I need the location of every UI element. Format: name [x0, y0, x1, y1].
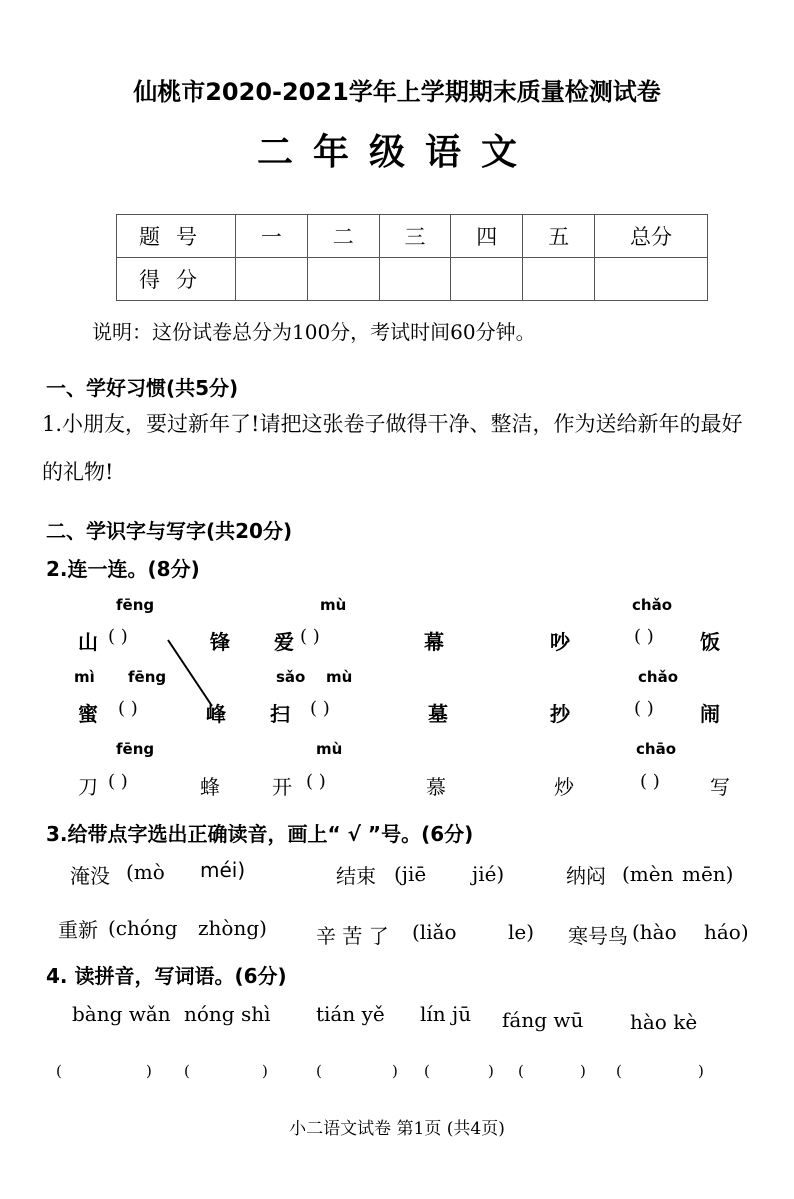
q2-blank[interactable]: ( ): [634, 626, 654, 647]
page-footer: 小二语文试卷 第1页 (共4页): [289, 1119, 505, 1139]
q2-char: 慕: [426, 775, 446, 799]
q4-blank-open[interactable]: (: [424, 1062, 430, 1080]
score-cell-label: 题号: [117, 215, 236, 258]
q3-option[interactable]: mēn): [682, 862, 734, 886]
q2-pinyin: mù: [316, 740, 343, 758]
q4-pinyin: hào kè: [630, 1010, 698, 1034]
q4-pinyin: bàng wǎn: [72, 1002, 171, 1026]
q2-pinyin: mù: [326, 668, 353, 686]
q2-char: 扫: [270, 702, 290, 726]
q2-blank[interactable]: ( ): [310, 698, 330, 719]
q3-option[interactable]: (chóng: [108, 916, 178, 940]
q2-blank[interactable]: ( ): [118, 698, 138, 719]
q4-blank-close: ): [392, 1062, 398, 1080]
q4-pinyin: lín jū: [420, 1002, 472, 1026]
q4-blank-close: ): [146, 1062, 152, 1080]
q2-blank[interactable]: ( ): [300, 626, 320, 647]
q3-option[interactable]: (jiē: [394, 862, 427, 886]
q4-pinyin: fáng wū: [502, 1008, 584, 1032]
q3-option[interactable]: jié): [472, 862, 505, 886]
score-cell-3: 三: [379, 215, 451, 258]
q2-char: 墓: [428, 702, 448, 726]
q2-blank[interactable]: ( ): [640, 771, 660, 792]
q2-char: 写: [710, 775, 730, 799]
score-cell-4: 四: [451, 215, 523, 258]
q2-pinyin: mù: [320, 596, 347, 614]
q2-pinyin: fēng: [128, 668, 167, 686]
q2-char: 炒: [554, 775, 574, 799]
q4-blank-close: ): [698, 1062, 704, 1080]
q2-char: 饭: [700, 630, 720, 654]
q4-pinyin: tián yě: [316, 1002, 385, 1026]
section1-heading: 一、学好习惯(共5分): [46, 376, 239, 400]
q3-word: 辛 苦 了: [316, 924, 389, 948]
q4-blank-close: ): [262, 1062, 268, 1080]
q3-heading: 3.给带点字选出正确读音，画上“ √ ”号。(6分): [46, 822, 474, 846]
q2-pinyin: chǎo: [632, 596, 672, 614]
q2-char: 蜜: [78, 702, 98, 726]
q2-char: 刀: [78, 775, 98, 799]
exam-note: 说明：这份试卷总分为100分，考试时间60分钟。: [92, 320, 536, 344]
q3-word: 重新: [58, 918, 98, 942]
q4-blank-open[interactable]: (: [316, 1062, 322, 1080]
example-connection-line: [168, 640, 212, 706]
q2-char: 蜂: [200, 775, 220, 799]
q2-pinyin: sǎo: [276, 668, 306, 686]
q3-option[interactable]: (mèn: [622, 862, 674, 886]
q3-option[interactable]: háo): [704, 920, 749, 944]
q2-char: 闹: [700, 702, 720, 726]
q3-word: 纳闷: [566, 864, 606, 888]
q4-blank-open[interactable]: (: [56, 1062, 62, 1080]
q3-option[interactable]: zhòng): [198, 916, 267, 940]
q4-blank-close: ): [488, 1062, 494, 1080]
q3-word: 结束: [336, 864, 376, 888]
q3-option[interactable]: (mò: [126, 860, 165, 884]
score-cell-5: 五: [523, 215, 595, 258]
q2-pinyin: chǎo: [638, 668, 678, 686]
q4-blank-open[interactable]: (: [616, 1062, 622, 1080]
q4-pinyin: nóng shì: [184, 1002, 271, 1026]
q3-option[interactable]: (hào: [632, 920, 677, 944]
q2-pinyin: mì: [74, 668, 95, 686]
exam-subtitle: 二年级语文: [256, 132, 537, 173]
q3-option[interactable]: (liǎo: [412, 920, 457, 944]
q2-blank[interactable]: ( ): [108, 771, 128, 792]
q2-char: 峰: [206, 702, 226, 726]
score-cell-total: 总分: [595, 215, 708, 258]
score-cell-2: 二: [307, 215, 379, 258]
section2-heading: 二、学识字与写字(共20分): [46, 519, 293, 543]
q4-blank-open[interactable]: (: [184, 1062, 190, 1080]
q2-char: 开: [272, 775, 292, 799]
score-cell-1: 一: [236, 215, 308, 258]
q2-blank[interactable]: ( ): [634, 698, 654, 719]
q2-blank[interactable]: ( ): [306, 771, 326, 792]
q2-blank[interactable]: ( ): [108, 626, 128, 647]
q2-char: 吵: [550, 630, 570, 654]
q3-option[interactable]: le): [508, 920, 535, 944]
q4-blank-close: ): [580, 1062, 586, 1080]
q2-heading: 2.连一连。(8分): [46, 557, 200, 581]
score-row-label: 得分: [117, 258, 236, 301]
q2-char: 锋: [210, 630, 230, 654]
q2-pinyin: fēng: [116, 740, 155, 758]
q2-char: 爱: [274, 630, 294, 654]
q2-char: 幕: [424, 630, 444, 654]
q3-option[interactable]: méi): [200, 858, 246, 882]
q4-heading: 4. 读拼音，写词语。(6分): [46, 964, 287, 988]
q2-pinyin: fēng: [116, 596, 155, 614]
q3-word: 寒号鸟: [568, 924, 628, 948]
section1-text: 1.小朋友，要过新年了!请把这张卷子做得干净、整洁，作为送给新年的最好的礼物!: [42, 412, 743, 484]
exam-title: 仙桃市2020-2021学年上学期期末质量检测试卷: [133, 78, 661, 106]
q3-word: 淹没: [70, 864, 110, 888]
q2-char: 抄: [550, 702, 570, 726]
q2-char: 山: [78, 630, 98, 654]
q4-blank-open[interactable]: (: [518, 1062, 524, 1080]
q2-pinyin: chāo: [636, 740, 676, 758]
